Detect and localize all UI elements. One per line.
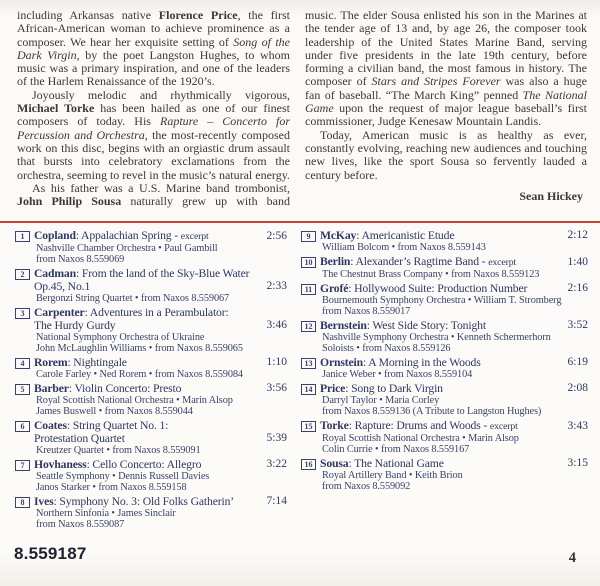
text-segment: : String Quartet No. 1: — [66, 419, 169, 432]
track-title — [34, 458, 263, 471]
tracklist-column-right — [301, 229, 588, 532]
track-title — [320, 319, 564, 332]
text-segment: has been hailed as one of our finest composers of today. His — [17, 101, 290, 129]
track-number-box: 4 — [15, 358, 30, 369]
text-segment: naturally grew up with band — [121, 194, 290, 209]
text-segment: : From the land of the Sky-Blue Water — [75, 267, 250, 280]
text-segment: , the most-recently composed work on this disc, begins with an orgiastic drum assault that bursts into celebratory exclamations from the orchestra, seeming to revel in the music’s natural energy. — [17, 127, 290, 182]
track-number-box: 3 — [15, 308, 30, 319]
track-item — [15, 419, 287, 456]
track-duration: 2:12 — [567, 229, 588, 241]
track-item — [15, 306, 287, 354]
track-duration: 2:33 — [266, 280, 287, 292]
track-number-box: 11 — [301, 284, 316, 295]
text-segment: excerpt — [180, 231, 209, 242]
track-credits: Nashville Symphony Orchestra • Kenneth Schermerhorn Soloists • from Naxos 8.559126 — [322, 332, 551, 354]
text-segment: : A Morning in the Woods — [362, 356, 481, 369]
track-credits: Royal Scottish National Orchestra • Marin Alsop Colin Currie • from Naxos 8.559167 — [322, 433, 519, 455]
track-credits: Seattle Symphony • Dennis Russell Davies Janos Starker • from Naxos 8.559158 — [36, 471, 210, 493]
track-credits: Janice Weber • from Naxos 8.559104 — [322, 369, 473, 380]
text-segment: Rapture – Concerto for Percussion and Orchestra — [17, 114, 290, 142]
text-segment: Hovhaness — [34, 458, 87, 471]
text-segment: Op.45, No.1 — [34, 280, 91, 293]
track-number-box: 13 — [301, 358, 316, 369]
track-number-box: 15 — [301, 421, 316, 432]
track-item — [301, 356, 588, 380]
track-title — [34, 267, 263, 293]
text-segment: including Arkansas native — [17, 8, 159, 22]
track-title — [34, 229, 263, 243]
track-title — [34, 306, 263, 332]
text-segment: Rorem — [34, 356, 68, 369]
track-title — [320, 229, 564, 242]
track-credits: Carole Farley • Ned Rorem • from Naxos 8.559084 — [36, 369, 243, 380]
paragraph — [17, 9, 290, 89]
track-number-box: 8 — [15, 497, 30, 508]
text-segment: John Philip Sousa — [17, 194, 122, 209]
track-duration: 7:14 — [266, 495, 287, 507]
text-segment: : Song to Dark Virgin — [345, 382, 443, 395]
text-segment: Grofé — [320, 282, 349, 295]
text-segment: : West Side Story: Tonight — [366, 319, 486, 332]
text-segment: : Americanistic Etude — [356, 229, 455, 242]
track-number-box: 5 — [15, 384, 30, 395]
text-segment: , by the poet Langston Hughes, to whom music was a primary inspiration, and one of the leaders of the Harlem Renaissance of the 1920’s. — [17, 47, 290, 89]
track-credits: Royal Artillery Band • Keith Brion from Naxos 8.559092 — [322, 470, 463, 492]
text-segment: : Rapture: Drums and Woods - — [348, 419, 490, 432]
track-item — [301, 229, 588, 253]
track-title — [320, 282, 564, 295]
tracklist-column-left — [15, 229, 287, 532]
track-item — [301, 282, 588, 317]
track-credits: Kreutzer Quartet • from Naxos 8.559091 — [36, 445, 201, 456]
text-segment: Carpenter — [34, 306, 85, 319]
track-title — [320, 356, 564, 369]
track-duration: 2:16 — [567, 282, 588, 294]
track-credits: Royal Scottish National Orchestra • Marin Alsop James Buswell • from Naxos 8.559044 — [36, 395, 233, 417]
liner-notes — [0, 0, 600, 218]
text-segment: Sousa — [320, 457, 349, 470]
track-number-box: 10 — [301, 257, 316, 268]
track-title — [34, 356, 263, 369]
track-item — [301, 319, 588, 354]
track-number-box: 14 — [301, 384, 316, 395]
track-title — [320, 255, 564, 269]
text-segment: : Cello Concerto: Allegro — [86, 458, 202, 471]
track-duration: 3:43 — [567, 420, 588, 432]
paragraph — [305, 129, 587, 182]
catalog-number: 8.559187 — [14, 544, 87, 563]
track-credits: Bergonzi String Quartet • from Naxos 8.559067 — [36, 293, 230, 304]
text-segment: Song of the Dark Virgin — [17, 34, 290, 62]
text-segment: : Nightingale — [67, 356, 127, 369]
text-segment: : The National Game — [348, 457, 444, 470]
track-number-box: 2 — [15, 269, 30, 280]
text-segment: McKay — [320, 229, 357, 242]
text-segment: Protestation Quartet — [34, 432, 125, 445]
text-segment: The Hurdy Gurdy — [34, 319, 116, 332]
text-segment: Bernstein — [320, 319, 367, 332]
track-number-box: 6 — [15, 421, 30, 432]
track-title — [320, 419, 564, 433]
text-segment: Ives — [34, 495, 54, 508]
track-duration: 6:19 — [567, 356, 588, 368]
text-segment: Copland — [34, 229, 76, 242]
paragraph — [305, 9, 587, 129]
track-credits: Northern Sinfonia • James Sinclair from Naxos 8.559087 — [36, 508, 176, 530]
track-credits: National Symphony Orchestra of Ukraine John McLaughlin Williams • from Naxos 8.559065 — [36, 332, 243, 354]
text-segment: : Violin Concerto: Presto — [68, 382, 182, 395]
text-segment: : Alexander’s Ragtime Band - — [350, 255, 489, 268]
article-column-left — [17, 9, 290, 218]
text-segment: : Appalachian Spring - — [75, 229, 181, 242]
text-segment: The National Game — [305, 87, 587, 116]
text-segment: Michael Torke — [17, 101, 95, 116]
track-credits: Bournemouth Symphony Orchestra • William T. Stromberg from Naxos 8.559017 — [322, 295, 562, 317]
track-duration: 5:39 — [266, 432, 287, 444]
article-column-right — [305, 9, 587, 218]
text-segment: upon the request of major league baseball’s first commissioner, Judge Kenesaw Mountain Landis. — [305, 101, 587, 129]
track-duration: 3:46 — [266, 319, 287, 331]
text-segment: Today, American music is as healthy as ever, constantly evolving, reaching new audiences and touching new lives, like the sport Sousa so fervently lauded a century before. — [305, 127, 587, 182]
track-number-box: 16 — [301, 459, 316, 470]
track-item — [15, 229, 287, 265]
text-segment: was also a huge fan of baseball. “The March King” penned — [305, 74, 587, 102]
text-segment: Cadman — [34, 267, 76, 280]
track-credits: William Bolcom • from Naxos 8.559143 — [322, 242, 486, 253]
text-segment: Stars and Stripes Forever — [371, 74, 501, 89]
track-item — [301, 419, 588, 455]
track-title — [320, 382, 564, 395]
track-duration: 3:22 — [266, 458, 287, 470]
track-duration: 3:56 — [266, 382, 287, 394]
track-number-box: 9 — [301, 231, 316, 242]
text-segment: excerpt — [489, 421, 518, 432]
text-segment: Joyously melodic and rhythmically vigorous, — [32, 87, 290, 102]
text-segment: excerpt — [488, 257, 517, 268]
track-title — [34, 495, 263, 508]
paragraph — [17, 89, 290, 182]
track-number-box: 12 — [301, 321, 316, 332]
track-credits: Nashville Chamber Orchestra • Paul Gambill from Naxos 8.559069 — [36, 243, 218, 265]
track-title — [34, 382, 263, 395]
track-credits: The Chestnut Brass Company • from Naxos 8.559123 — [322, 269, 540, 280]
text-segment: Florence Price — [158, 8, 238, 22]
text-segment: Barber — [34, 382, 69, 395]
text-segment: Coates — [34, 419, 67, 432]
text-segment: As his father was a U.S. Marine band trombonist, — [32, 180, 290, 195]
track-item — [15, 356, 287, 380]
track-item — [15, 458, 287, 493]
track-item — [15, 495, 287, 530]
page-number: 4 — [568, 550, 576, 566]
track-item — [15, 382, 287, 417]
text-segment: music. The elder Sousa enlisted his son in the Marines at the tender age of 13 and, by age 26, the composer took leadership of the United States Marine Band, serving under five presidents in the late 19th century, before forming a civilian band, the most famous in history. The composer of — [305, 8, 587, 89]
tracklist — [0, 223, 600, 532]
text-segment: Berlin — [320, 255, 351, 268]
track-duration: 2:08 — [567, 382, 588, 394]
track-number-box: 1 — [15, 231, 30, 242]
track-item — [301, 382, 588, 417]
track-number-box: 7 — [15, 460, 30, 471]
text-segment: , the first African-American woman to achieve prominence as a composer. We hear her exquisite setting of — [17, 8, 290, 49]
track-duration: 1:10 — [266, 356, 287, 368]
author-signature: Sean Hickey — [519, 188, 583, 203]
text-segment: : Adventures in a Perambulator: — [84, 306, 229, 319]
track-duration: 2:56 — [266, 230, 287, 242]
track-item — [301, 457, 588, 492]
paragraph — [17, 182, 290, 209]
track-duration: 3:15 — [567, 457, 588, 469]
track-title — [34, 419, 263, 445]
text-segment: Price — [320, 382, 346, 395]
track-credits: Darryl Taylor • Maria Corley from Naxos 8.559136 (A Tribute to Langston Hughes) — [322, 395, 542, 417]
text-segment: Ornstein — [320, 356, 363, 369]
track-duration: 3:52 — [567, 319, 588, 331]
track-item — [301, 255, 588, 280]
text-segment: : Hollywood Suite: Production Number — [348, 282, 528, 295]
text-segment: Torke — [320, 419, 349, 432]
track-item — [15, 267, 287, 304]
track-title — [320, 457, 564, 470]
track-duration: 1:40 — [567, 256, 588, 268]
text-segment: : Symphony No. 3: Old Folks Gatherin’ — [53, 495, 235, 508]
